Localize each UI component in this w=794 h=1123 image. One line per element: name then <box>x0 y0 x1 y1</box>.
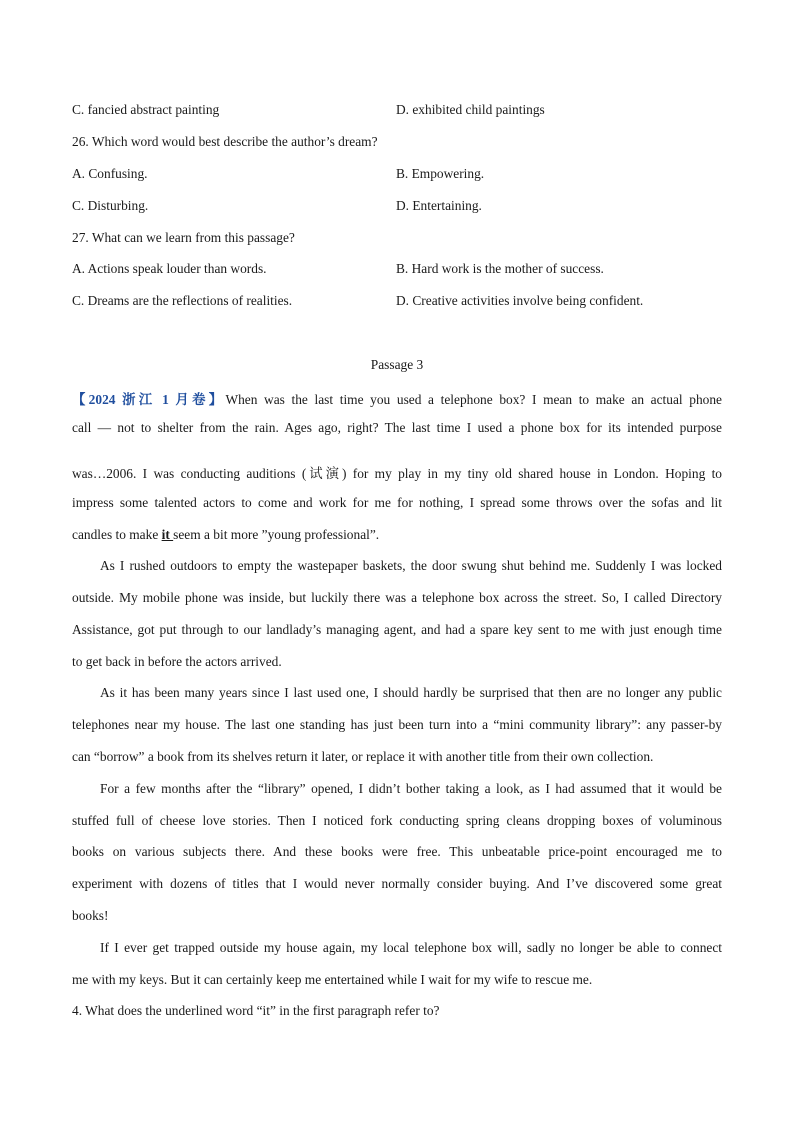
p1-line-5-after: seem a bit more ”young professional”. <box>173 527 380 542</box>
q25-options-row <box>72 102 722 122</box>
p4-line-5: books! <box>72 908 109 923</box>
q26-option-c: C. Disturbing. <box>72 198 149 213</box>
p4-line-2: stuffed full of cheese love stories. Then I noticed fork conducting spring cleans dropping boxes of voluminous <box>72 813 722 828</box>
p3-line-3: can “borrow” a book from its shelves return it later, or replace it with another title from their own collection. <box>72 749 654 764</box>
q27-options-row-1 <box>72 261 722 281</box>
q27-option-c: C. Dreams are the reflections of realities. <box>72 293 293 308</box>
p5-line-1: If I ever get trapped outside my house again, my local telephone box will, sadly no longer be able to connect <box>100 940 722 955</box>
p5-line-2: me with my keys. But it can certainly keep me entertained while I wait for my wife to rescue me. <box>72 972 593 987</box>
p2-line-1: As I rushed outdoors to empty the wastepaper baskets, the door swung shut behind me. Suddenly I was locked <box>100 558 722 573</box>
p1-line-5 <box>72 527 722 543</box>
q27-option-a: A. Actions speak louder than words. <box>72 261 267 276</box>
p1-line-5-before: candles to make <box>72 527 162 542</box>
p1-line-4: impress some talented actors to come and work for me for nothing, I spread some throws over the sofas and lit <box>72 495 722 510</box>
p2-line-3: Assistance, got put through to our landlady’s managing agent, and had a spare key sent to me with just enough time <box>72 622 722 637</box>
p2-line-4: to get back in before the actors arrived. <box>72 654 282 669</box>
passage-title: Passage 3 <box>370 357 424 372</box>
p1-line-1 <box>72 389 722 408</box>
p3-line-2: telephones near my house. The last one standing has just been turn into a “mini community library”: any passer-by <box>72 717 722 732</box>
q27-options-row-2 <box>72 293 722 313</box>
p4-line-4: experiment with dozens of titles that I would never normally consider buying. And I’ve discovered some great <box>72 876 722 891</box>
p3-line-1: As it has been many years since I last used one, I should hardly be surprised that then are no longer any public <box>100 685 722 700</box>
p4-line-1: For a few months after the “library” opened, I didn’t bother taking a look, as I had assumed that it would be <box>100 781 722 796</box>
q27-option-d: D. Creative activities involve being confident. <box>396 293 644 308</box>
q26-option-b: B. Empowering. <box>396 166 485 181</box>
q27-question: 27. What can we learn from this passage? <box>72 230 295 245</box>
q27-option-b: B. Hard work is the mother of success. <box>396 261 604 276</box>
source-tag: 【2024 浙江 1 月卷】 <box>72 392 226 407</box>
p1-line-2: call — not to shelter from the rain. Ages ago, right? The last time I used a phone box for its intended purpose <box>72 420 722 435</box>
q26-question: 26. Which word would best describe the author’s dream? <box>72 134 378 149</box>
underlined-it: it <box>161 527 174 542</box>
q25-option-c: C. fancied abstract painting <box>72 102 220 117</box>
q26-option-d: D. Entertaining. <box>396 198 482 213</box>
q26-options-row-1 <box>72 166 722 186</box>
q4-question: 4. What does the underlined word “it” in the first paragraph refer to? <box>72 1003 440 1018</box>
p1-line-3: was…2006. I was conducting auditions (试演) for my play in my tiny old shared house in London. Hoping to <box>72 466 722 481</box>
p1-line-1-text: When was the last time you used a telephone box? I mean to make an actual phone <box>225 392 722 407</box>
p4-line-3: books on various subjects there. And these books were free. This unbeatable price-point encouraged me to <box>72 844 722 859</box>
p2-line-2: outside. My mobile phone was inside, but luckily there was a telephone box across the street. So, I called Directory <box>72 590 722 605</box>
q26-options-row-2 <box>72 198 722 218</box>
q25-option-d: D. exhibited child paintings <box>396 102 545 117</box>
q26-option-a: A. Confusing. <box>72 166 148 181</box>
